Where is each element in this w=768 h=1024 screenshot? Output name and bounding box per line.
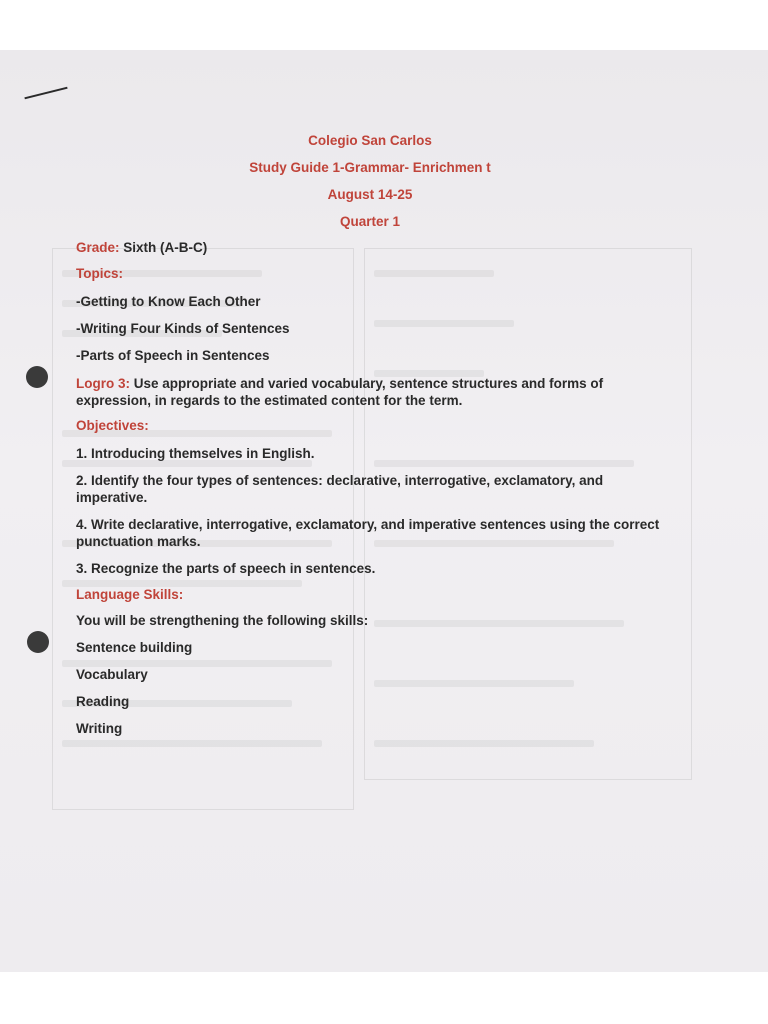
objective-item: 1. Introducing themselves in English. xyxy=(76,446,315,461)
date-range: August 14-25 xyxy=(327,187,413,202)
school-name: Colegio San Carlos xyxy=(308,133,432,148)
binder-hole-bottom xyxy=(27,631,49,653)
topic-item: -Getting to Know Each Other xyxy=(76,294,261,309)
logro-text: Use appropriate and varied vocabulary, sentence structures and forms of expression, in regards to the estimated content for the term. xyxy=(76,376,604,408)
language-skills-heading: Language Skills: xyxy=(76,587,184,602)
objectives-heading: Objectives: xyxy=(76,418,149,433)
topics-heading: Topics: xyxy=(76,266,123,281)
grade-line xyxy=(76,240,207,255)
objective-item: 3. Recognize the parts of speech in sentences. xyxy=(76,561,376,576)
objective-item: 2. Identify the four types of sentences: declarative, interrogative, exclamatory, and imperative. xyxy=(76,473,604,505)
topic-item: -Parts of Speech in Sentences xyxy=(76,348,270,363)
skill-item: Sentence building xyxy=(76,640,193,655)
topic-item: -Writing Four Kinds of Sentences xyxy=(76,321,290,336)
language-skills-intro: You will be strengthening the following skills: xyxy=(76,613,369,628)
quarter-label: Quarter 1 xyxy=(339,214,401,229)
logro-paragraph xyxy=(76,375,676,409)
grade-label: Grade: xyxy=(76,240,120,255)
skill-item: Reading xyxy=(76,694,130,709)
binder-hole-top xyxy=(26,366,48,388)
guide-title: Study Guide 1-Grammar- Enrichmen t xyxy=(249,160,491,175)
objective-item: 4. Write declarative, interrogative, exclamatory, and imperative sentences using the correct punctuation marks. xyxy=(76,517,660,549)
grade-value: Sixth (A-B-C) xyxy=(119,240,208,255)
skill-item: Vocabulary xyxy=(76,667,148,682)
skill-item: Writing xyxy=(76,721,123,736)
logro-label: Logro 3: xyxy=(76,376,130,391)
